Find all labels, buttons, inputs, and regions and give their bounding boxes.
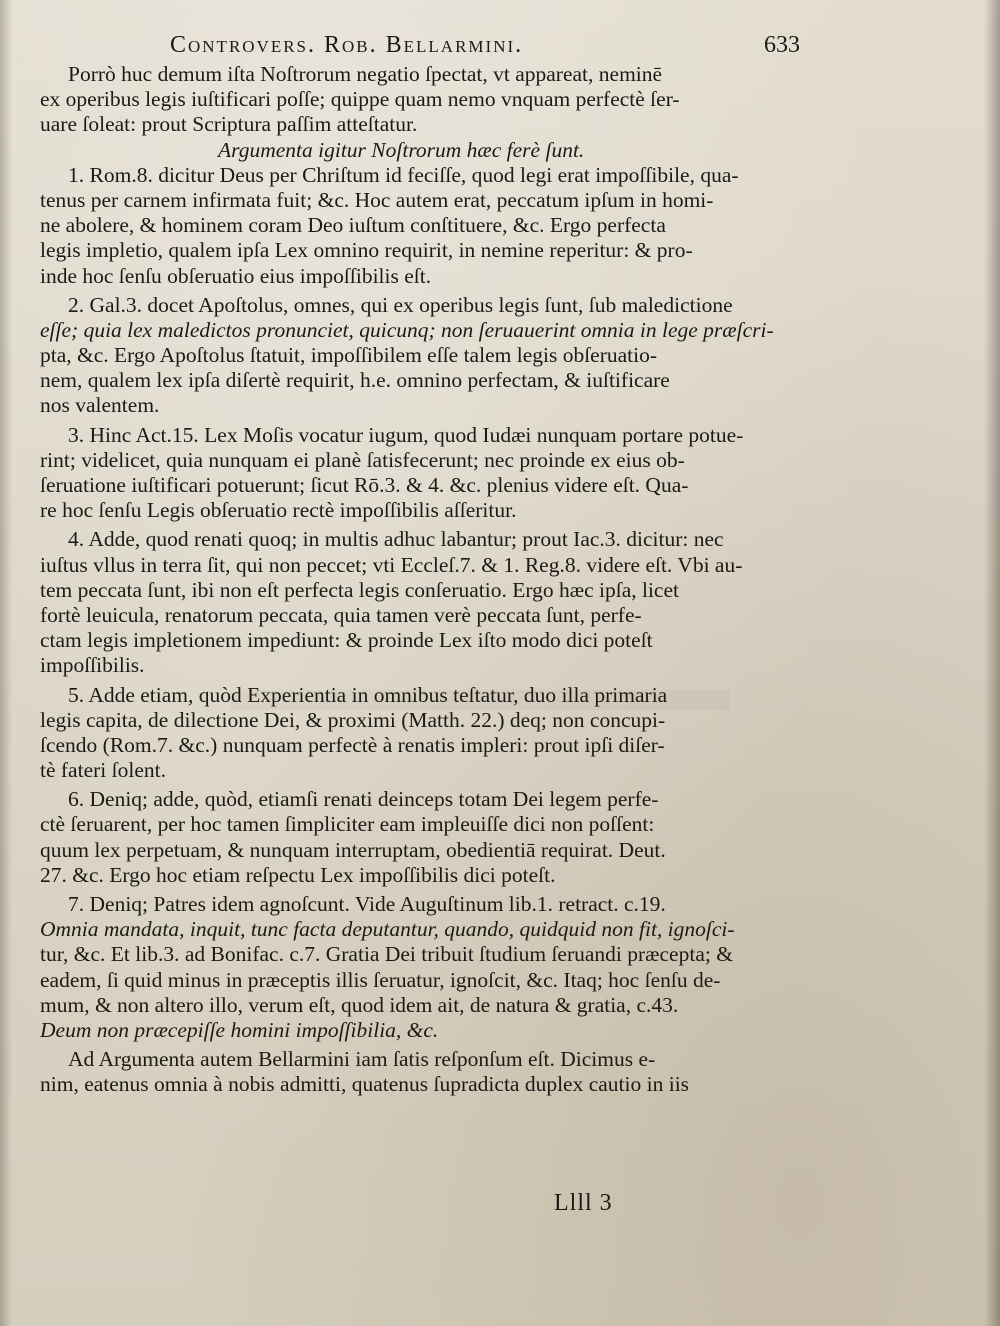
text-line: 7. Deniq; Patres idem agnoſcunt. Vide Auguſtinum lib.1. retract. c.19. [68,892,666,916]
text-line: uare ſoleat: prout Scriptura paſſim atteſtatur. [40,112,418,137]
text-line: tur, &c. Et lib.3. ad Bonifac. c.7. Gratia Dei tribuit ſtudium ſeruandi præcepta; & [40,942,733,967]
signature-mark: Llll 3 [554,1190,613,1216]
text-line: Porrò huc demum iſta Noſtrorum negatio ſpectat, vt appareat, neminē [68,62,663,86]
section-heading: Argumenta igitur Noſtrorum hæc ferè ſunt. [218,137,585,162]
text-line: re hoc ſenſu Legis obſeruatio rectè impoſſibilis aſſeritur. [40,498,517,523]
text-line: iuſtus vllus in terra ſit, qui non peccet; vti Eccleſ.7. & 1. Reg.8. videre eſt. Vbi au- [40,552,743,577]
text-line: ex operibus legis iuſtificari poſſe; quippe quam nemo vnquam perfectè ſer- [40,87,680,112]
text-line: Ad Argumenta autem Bellarmini iam ſatis reſponſum eſt. Dicimus e- [68,1047,656,1072]
text-line: ſeruatione iuſtificari potuerunt; ſicut Rō.3. & 4. &c. plenius videre eſt. Qua- [40,473,689,497]
text-line: eſſe; quia lex maledictos pronunciet, quicunq; non ſeruauerint omnia in lege præſcri- [40,317,774,342]
text-line: tem peccata ſunt, ibi non eſt perfecta legis conſeruatio. Ergo hæc ipſa, licet [40,577,679,602]
text-line: fortè leuicula, renatorum peccata, quia tamen verè peccata ſunt, perfe- [40,602,642,627]
text-line: nos valentem. [40,393,160,418]
body-text [40,62,800,1098]
text-line: 2. Gal.3. docet Apoſtolus, omnes, qui ex operibus legis ſunt, ſub maledictione [68,292,733,317]
text-line: mum, & non altero illo, verum eſt, quod idem ait, de natura & gratia, c.43. [40,992,679,1017]
text-line: tenus per carnem infirmata fuit; &c. Hoc autem erat, peccatum ipſum in homi- [40,187,714,212]
text-line: 4. Adde, quod renati quoq; in multis adhuc labantur; prout Iac.3. dicitur: nec [68,527,724,552]
text-line: nem, qualem lex ipſa diſertè requirit, h.e. omnino perfectam, & iuſtificare [40,368,670,393]
page-number: 633 [764,32,800,58]
text-line: inde hoc ſenſu obſeruatio eius impoſſibilis eſt. [40,263,432,288]
text-line: impoſſibilis. [40,653,145,678]
running-head: Controvers. Rob. Bellarmini. [170,32,524,58]
page-edge-shadow [984,0,1000,1326]
text-line: ctè ſeruarent, per hoc tamen ſimpliciter eam impleuiſſe dici non poſſent: [40,812,655,837]
text-line: nim, eatenus omnia à nobis admitti, quatenus ſupradicta duplex cautio in iis [40,1072,690,1097]
text-line: 1. Rom.8. dicitur Deus per Chriſtum id feciſſe, quod legi erat impoſſibile, qua- [68,162,739,187]
text-line: quum lex perpetuam, & nunquam interruptam, obedientiā requirat. Deut. [40,837,666,862]
text-line: 27. &c. Ergo hoc etiam reſpectu Lex impoſſibilis dici poteſt. [40,862,556,887]
text-line: 3. Hinc Act.15. Lex Moſis vocatur iugum, quod Iudæi nunquam portare potue- [68,422,744,447]
text-line: Deum non præcepiſſe homini impoſſibilia, &c. [40,1017,439,1042]
text-line: ctam legis impletionem impediunt: & proinde Lex iſto modo dici poteſt [40,628,653,653]
text-line: ſcendo (Rom.7. &c.) nunquam perfectè à renatis impleri: prout ipſi diſer- [40,732,665,757]
page-gutter-shadow [0,0,12,1326]
text-line: legis capita, de dilectione Dei, & proximi (Matth. 22.) deq; non concupi- [40,707,666,732]
text-line: ne abolere, & hominem coram Deo iuſtum conſtituere, &c. Ergo perfecta [40,213,666,238]
text-line: 6. Deniq; adde, quòd, etiamſi renati deinceps totam Dei legem perfe- [68,787,659,812]
text-line: tè fateri ſolent. [40,758,166,783]
text-line: Omnia mandata, inquit, tunc facta deputantur, quando, quidquid non fit, ignoſci- [40,917,735,942]
text-line: 5. Adde etiam, quòd Experientia in omnibus teſtatur, duo illa primaria [68,682,668,707]
text-line: rint; videlicet, quia nunquam ei planè ſatisfecerunt; nec proinde ex eius ob- [40,447,685,472]
text-line: legis impletio, qualem ipſa Lex omnino requirit, in nemine reperitur: & pro- [40,238,693,263]
page-header [60,32,800,62]
text-line: eadem, ſi quid minus in præceptis illis ſeruatur, ignoſcit, &c. Itaq; hoc ſenſu de- [40,967,721,992]
text-line: pta, &c. Ergo Apoſtolus ſtatuit, impoſſibilem eſſe talem legis obſeruatio- [40,343,658,368]
